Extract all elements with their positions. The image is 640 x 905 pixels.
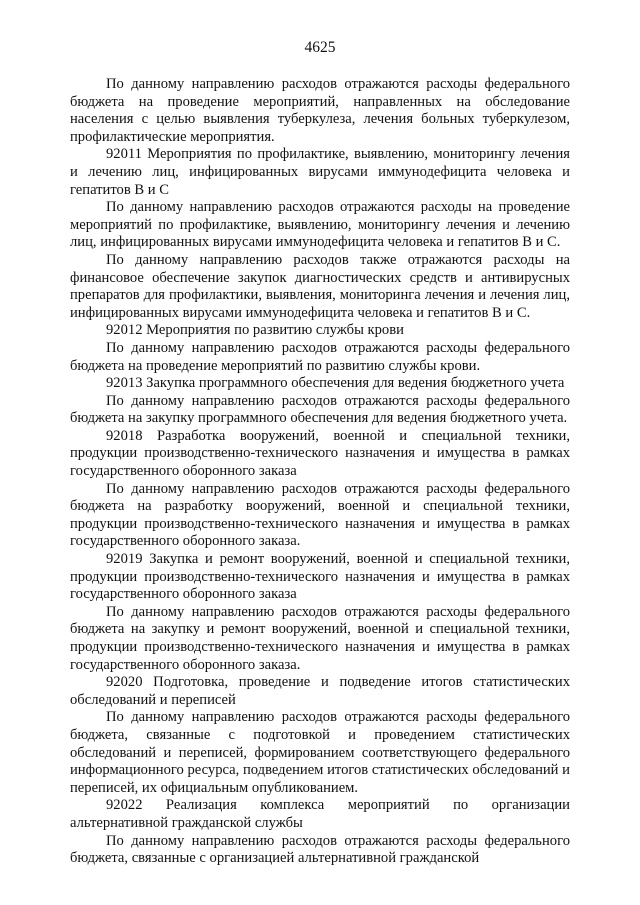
- heading-92012: 92012 Мероприятия по развитию службы крови: [106, 322, 404, 339]
- paragraph-92022-expenses: По данному направлению расходов отражаются расходы федерального бюджета, связанные с организацией альтернативной гражданской: [70, 832, 570, 867]
- heading-92022: 92022 Реализация комплекса мероприятий по организации альтернативной гражданской службы: [70, 797, 570, 831]
- heading-92013: 92013 Закупка программного обеспечения для ведения бюджетного учета: [106, 375, 565, 392]
- paragraph-92020-expenses: По данному направлению расходов отражаются расходы федерального бюджета, связанные с подготовкой и проведением статистических обследований и переписей, формированием соответствующего федерального информационного ресурса, подведением итогов статистических обследований и переписей, их официальным опубликованием.: [70, 709, 570, 796]
- heading-92018: 92018 Разработка вооружений, военной и специальной техники, продукции производственно-технического назначения и имущества в рамках государственного оборонного заказа: [70, 427, 570, 480]
- heading-92011: 92011 Мероприятия по профилактике, выявлению, мониторингу лечения и лечению лиц, инфицированных вирусами иммунодефицита человека и гепатитов В и С: [70, 146, 570, 198]
- paragraph-92019-expenses: По данному направлению расходов отражаются расходы федерального бюджета на закупку и ремонт вооружений, военной и специальной техники, продукции производственно-технического назначения и имущества в рамках государственного оборонного заказа.: [70, 603, 570, 673]
- paragraph-92013-expenses: По данному направлению расходов отражаются расходы федерального бюджета на закупку программного обеспечения для ведения бюджетного учета.: [70, 392, 570, 427]
- page-number: 4625: [304, 39, 336, 56]
- document-page: [70, 38, 570, 868]
- paragraph-92018-expenses: По данному направлению расходов отражаются расходы федерального бюджета на разработку вооружений, военной и специальной техники, продукции производственно-технического назначения и имущества в рамках государственного оборонного заказа.: [70, 480, 570, 550]
- heading-92020: 92020 Подготовка, проведение и подведение итогов статистических обследований и переписей: [70, 674, 570, 708]
- heading-92019: 92019 Закупка и ремонт вооружений, военной и специальной техники, продукции производственно-технического назначения и имущества в рамках государственного оборонного заказа: [70, 551, 570, 603]
- paragraph-92011-expenses: По данному направлению расходов отражаются расходы на проведение мероприятий по профилактике, выявлению, мониторингу лечения и лечению лиц, инфицированных вирусами иммунодефицита человека и гепатитов В и С.: [70, 199, 570, 251]
- paragraph-92012-expenses: По данному направлению расходов отражаются расходы федерального бюджета на проведение мероприятий по развитию службы крови.: [70, 339, 570, 374]
- paragraph-tuberculosis-expenses: По данному направлению расходов отражаются расходы федерального бюджета на проведение мероприятий, направленных на обследование населения с целью выявления туберкулеза, лечения больных туберкулезом, профилактические мероприятия.: [70, 76, 570, 145]
- paragraph-92011-additional-expenses: По данному направлению расходов также отражаются расходы на финансовое обеспечение закупок диагностических средств и антивирусных препаратов для профилактики, выявления, мониторинга лечения и лечения лиц, инфицированных вирусами иммунодефицита человека и гепатитов В и С.: [70, 251, 570, 321]
